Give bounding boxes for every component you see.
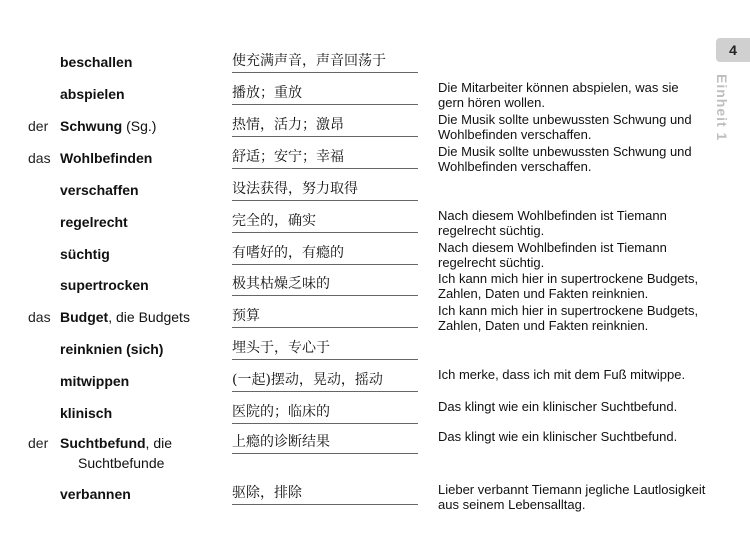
translation-line: 舒适；安宁；幸福 bbox=[232, 146, 418, 169]
example-sentence: Ich merke, dass ich mit dem Fuß mitwippe. bbox=[438, 367, 686, 382]
example-sentence: Ich kann mich hier in supertrockene Budgets, Zahlen, Daten und Fakten reinknien. bbox=[438, 303, 699, 333]
headword bbox=[60, 309, 190, 325]
example-sentence: Das klingt wie ein klinischer Suchtbefund. bbox=[438, 429, 678, 444]
translation-line: 有嗜好的，有瘾的 bbox=[232, 242, 418, 265]
headword-plural: Suchtbefunde bbox=[78, 455, 165, 471]
translation-line: 驱除，排除 bbox=[232, 482, 418, 505]
headword-text: Wohlbefinden bbox=[60, 150, 153, 166]
headword bbox=[60, 246, 110, 262]
example-sentence: Ich kann mich hier in supertrockene Budgets, Zahlen, Daten und Fakten reinknien. bbox=[438, 271, 699, 301]
headword bbox=[60, 182, 139, 198]
headword-text: regelrecht bbox=[60, 214, 128, 230]
example-sentence: Nach diesem Wohlbefinden ist Tiemann regelrecht süchtig. bbox=[438, 240, 667, 270]
headword-text: supertrocken bbox=[60, 277, 149, 293]
headword-text: klinisch bbox=[60, 405, 113, 421]
headword bbox=[60, 214, 128, 230]
translation-line: 完全的，确实 bbox=[232, 210, 418, 233]
headword bbox=[60, 486, 131, 502]
example-sentence: Die Mitarbeiter können abspielen, was sie gern hören wollen. bbox=[438, 80, 679, 110]
headword-text: Budget bbox=[60, 309, 109, 325]
unit-tab: 4 bbox=[716, 38, 750, 62]
translation-line: 埋头于，专心于 bbox=[232, 337, 418, 360]
headword bbox=[60, 435, 172, 451]
translation-line: 设法获得，努力取得 bbox=[232, 178, 418, 201]
headword-text: beschallen bbox=[60, 54, 133, 70]
translation-line: 使充满声音，声音回荡于 bbox=[232, 50, 418, 73]
article: der bbox=[28, 118, 49, 134]
headword-text: Schwung bbox=[60, 118, 123, 134]
headword-suffix: , die bbox=[145, 435, 173, 451]
translation-line: 热情，活力；激昂 bbox=[232, 114, 418, 137]
headword-text: mitwippen bbox=[60, 373, 130, 389]
translation-line: 上瘾的诊断结果 bbox=[232, 431, 418, 454]
example-sentence: Die Musik sollte unbewussten Schwung und Wohlbefinden verschaffen. bbox=[438, 112, 692, 142]
headword-suffix: (Sg.) bbox=[122, 118, 157, 134]
headword bbox=[60, 277, 149, 293]
unit-label: Einheit 1 bbox=[714, 74, 730, 142]
translation-line: 预算 bbox=[232, 305, 418, 328]
headword-text: abspielen bbox=[60, 86, 125, 102]
headword bbox=[60, 118, 156, 134]
headword bbox=[60, 405, 112, 421]
headword bbox=[60, 341, 163, 357]
article: der bbox=[28, 435, 49, 451]
translation-line: 播放；重放 bbox=[232, 82, 418, 105]
headword bbox=[60, 150, 152, 166]
example-sentence: Die Musik sollte unbewussten Schwung und Wohlbefinden verschaffen. bbox=[438, 144, 692, 174]
headword-text: reinknien (sich) bbox=[60, 341, 164, 357]
translation-line: 极其枯燥乏味的 bbox=[232, 273, 418, 296]
headword-text: Suchtbefund bbox=[60, 435, 146, 451]
article: das bbox=[28, 150, 51, 166]
headword-text: verschaffen bbox=[60, 182, 139, 198]
translation-line: (一起)摆动，晃动，摇动 bbox=[232, 369, 418, 392]
example-sentence: Lieber verbannt Tiemann jegliche Lautlosigkeit aus seinem Lebensalltag. bbox=[438, 482, 706, 512]
article: das bbox=[28, 309, 51, 325]
headword-text: verbannen bbox=[60, 486, 131, 502]
headword-text: süchtig bbox=[60, 246, 110, 262]
example-sentence: Das klingt wie ein klinischer Suchtbefund. bbox=[438, 399, 678, 414]
headword bbox=[60, 86, 125, 102]
translation-line: 医院的；临床的 bbox=[232, 401, 418, 424]
example-sentence: Nach diesem Wohlbefinden ist Tiemann regelrecht süchtig. bbox=[438, 208, 667, 238]
headword bbox=[60, 373, 129, 389]
headword bbox=[60, 54, 132, 70]
headword-suffix: , die Budgets bbox=[108, 309, 190, 325]
